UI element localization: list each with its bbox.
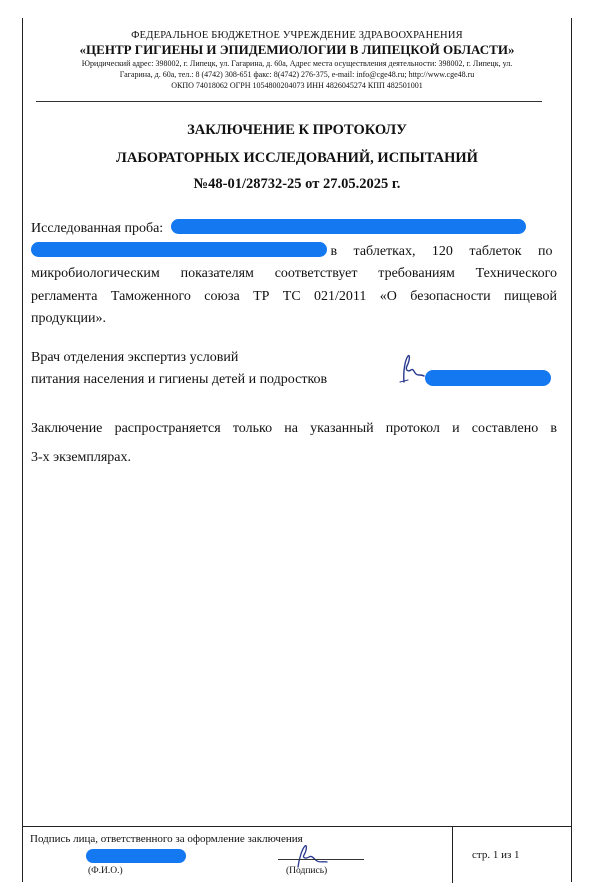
footer-divider (452, 827, 453, 883)
conclusion-line-4: регламента Таможенного союза ТР ТС 021/2011 «О безопасности пищевой (31, 288, 557, 304)
fio-label: (Ф.И.О.) (88, 866, 123, 876)
conclusion-line-3: микробиологическим показателям соответствует требованиям Технического (31, 266, 557, 281)
header-divider (36, 101, 542, 102)
scope-paragraph (31, 418, 557, 469)
redaction-responsible-name (86, 849, 186, 863)
scope-line-2: 3-х экземплярах. (31, 449, 132, 465)
redaction-sample-name-2 (31, 242, 327, 257)
org-name: «ЦЕНТР ГИГИЕНЫ И ЭПИДЕМИОЛОГИИ В ЛИПЕЦКОЙ ОБЛАСТИ» (79, 42, 515, 57)
responsible-label: Подпись лица, ответственного за оформление заключения (30, 833, 303, 845)
document-title: ЗАКЛЮЧЕНИЕ К ПРОТОКОЛУ (187, 122, 407, 138)
conclusion-line-5: продукции». (31, 311, 106, 326)
doctor-block (31, 347, 327, 391)
doctor-title-1: Врач отделения экспертиз условий (31, 350, 239, 365)
codes-line: ОКПО 74018062 ОГРН 1054800204073 ИНН 4826045274 КПП 482501001 (171, 81, 423, 90)
redaction-doctor-name (425, 370, 551, 386)
redaction-sample-name-1 (171, 219, 526, 234)
sample-line (31, 218, 557, 241)
protocol-number: №48-01/28732-25 от 27.05.2025 г. (193, 176, 401, 192)
sample-line-2 (31, 241, 557, 264)
page-number: стр. 1 из 1 (472, 849, 520, 861)
conclusion-paragraph (31, 218, 557, 331)
signature-label: (Подпись) (286, 866, 328, 876)
scope-line-1: Заключение распространяется только на указанный протокол и составлено в (31, 421, 557, 436)
signature-line (278, 859, 364, 860)
org-line-1: ФЕДЕРАЛЬНОЕ БЮДЖЕТНОЕ УЧРЕЖДЕНИЕ ЗДРАВООХРАНЕНИЯ (131, 30, 463, 41)
sample-label: Исследованная проба: (31, 221, 164, 236)
doctor-title-2: питания населения и гигиены детей и подростков (31, 372, 328, 387)
doctor-signature-icon (394, 352, 428, 388)
address-line-1: Юридический адрес: 398002, г. Липецк, ул. Гагарина, д. 60а, Адрес места осуществления деятельности: 398002, г. Липецк, ул. (81, 59, 513, 68)
sample-form: в таблетках, 120 таблеток по (330, 243, 553, 259)
footer-block (22, 826, 572, 883)
document-subtitle: ЛАБОРАТОРНЫХ ИССЛЕДОВАНИЙ, ИСПЫТАНИЙ (116, 150, 478, 166)
address-line-2: Гагарина, д. 60а, тел.: 8 (4742) 308-651 факс: 8(4742) 276-375, e-mail: info@cge48.ru; http://www.cge48.ru (119, 70, 475, 79)
